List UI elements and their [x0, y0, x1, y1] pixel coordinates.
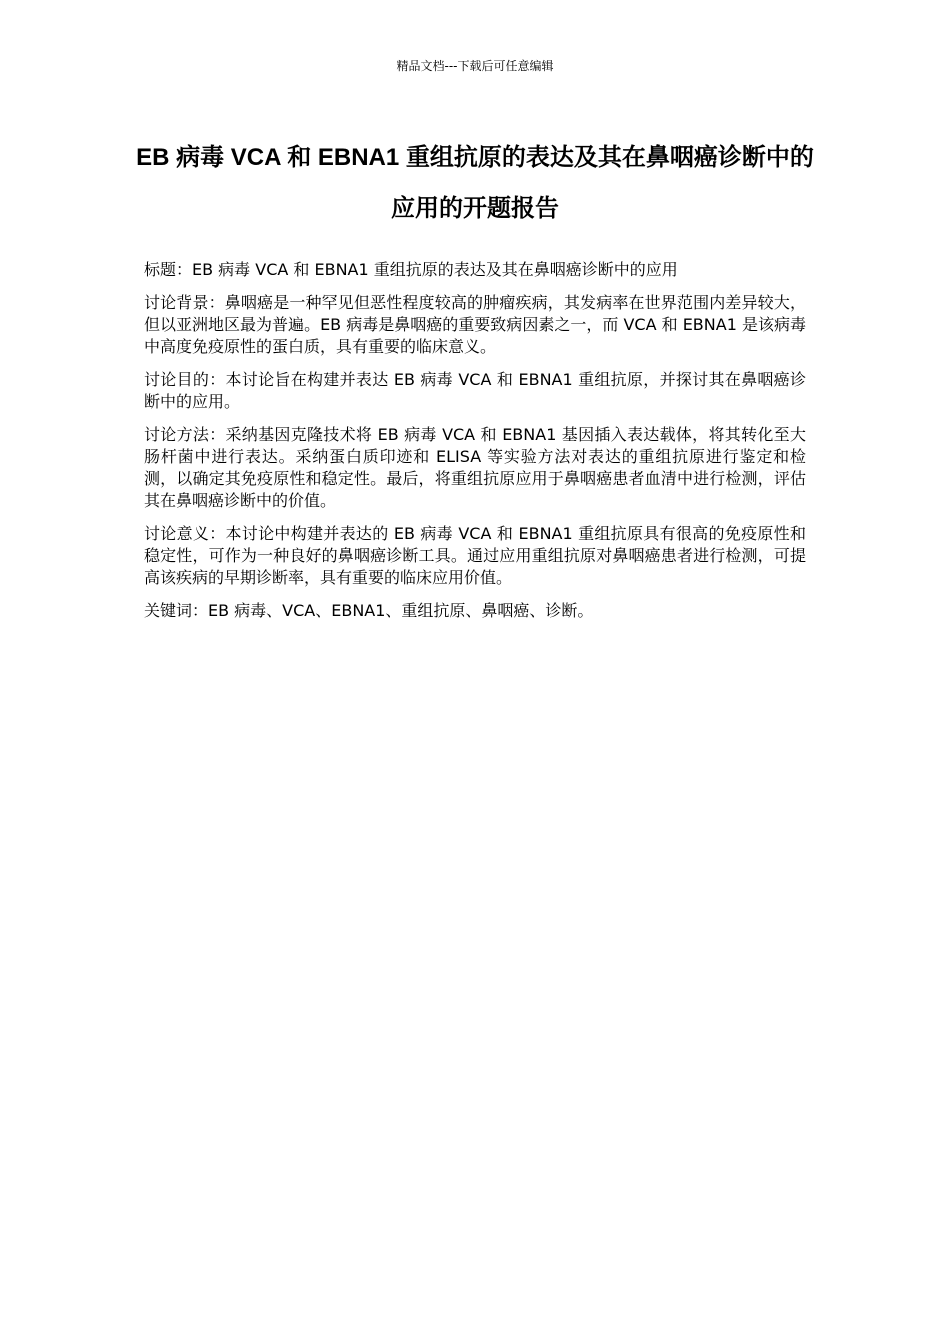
- document-title: EB 病毒 VCA 和 EBNA1 重组抗原的表达及其在鼻咽癌诊断中的应用的开题报告: [136, 144, 814, 222]
- background-paragraph: 讨论背景：鼻咽癌是一种罕见但恶性程度较高的肿瘤疾病，其发病率在世界范围内差异较大，但以亚洲地区最为普遍。EB 病毒是鼻咽癌的重要致病因素之一，而 VCA 和 EBNA1 是该病毒中高度免疫原性的蛋白质，具有重要的临床意义。: [144, 293, 806, 356]
- header-note: 精品文档---下载后可任意编辑: [396, 59, 554, 73]
- purpose-paragraph: 讨论目的：本讨论旨在构建并表达 EB 病毒 VCA 和 EBNA1 重组抗原，并探讨其在鼻咽癌诊断中的应用。: [144, 370, 806, 411]
- keywords-paragraph: 关键词：EB 病毒、VCA、EBNA1、重组抗原、鼻咽癌、诊断。: [144, 601, 594, 620]
- subject-paragraph: 标题：EB 病毒 VCA 和 EBNA1 重组抗原的表达及其在鼻咽癌诊断中的应用: [144, 260, 678, 279]
- document-body: [144, 259, 806, 633]
- method-paragraph: 讨论方法：采纳基因克隆技术将 EB 病毒 VCA 和 EBNA1 基因插入表达载体，将其转化至大肠杆菌中进行表达。采纳蛋白质印迹和 ELISA 等实验方法对表达的重组抗原进行鉴定和检测，以确定其免疫原性和稳定性。最后，将重组抗原应用于鼻咽癌患者血清中进行检测，评估其在鼻咽癌诊断中的价值。: [144, 425, 806, 510]
- significance-paragraph: 讨论意义：本讨论中构建并表达的 EB 病毒 VCA 和 EBNA1 重组抗原具有很高的免疫原性和稳定性，可作为一种良好的鼻咽癌诊断工具。通过应用重组抗原对鼻咽癌患者进行检测，可提高该疾病的早期诊断率，具有重要的临床应用价值。: [144, 524, 806, 587]
